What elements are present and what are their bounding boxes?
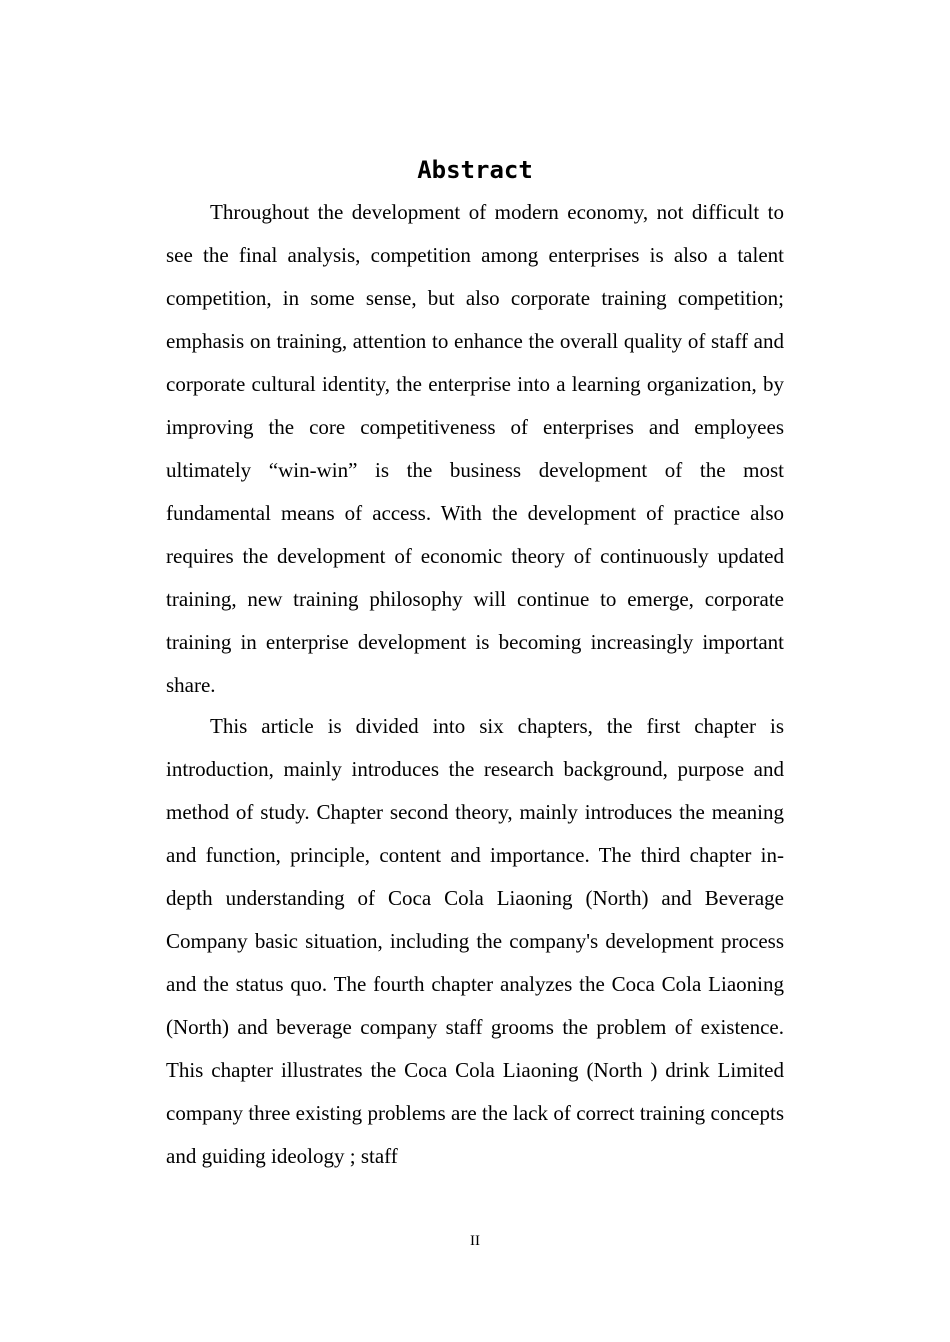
abstract-paragraph-1: Throughout the development of modern economy, not difficult to see the final analysis, competition among enterprises is also a talent competition, in some sense, but also corporate training competition; emphasis on training, attention to enhance the overall quality of staff and corporate cultural identity, the enterprise into a learning organization, by improving the core competitiveness of enterprises and employees ultimately “win-win” is the business development of the most fundamental means of access. With the development of practice also requires the development of economic theory of continuously updated training, new training philosophy will continue to emerge, corporate training in enterprise development is becoming increasingly important share. bbox=[166, 200, 784, 697]
abstract-paragraph-2: This article is divided into six chapters, the first chapter is introduction, mainly introduces the research background, purpose and method of study. Chapter second theory, mainly introduces the meaning and function, principle, content and importance. The third chapter in-depth understanding of Coca Cola Liaoning (North) and Beverage Company basic situation, including the company's development process and the status quo. The fourth chapter analyzes the Coca Cola Liaoning (North) and beverage company staff grooms the problem of existence. This chapter illustrates the Coca Cola Liaoning (North ) drink Limited company three existing problems are the lack of correct training concepts and guiding ideology ; staff bbox=[166, 714, 784, 1168]
abstract-body bbox=[166, 191, 784, 1178]
abstract-title: Abstract bbox=[417, 156, 533, 184]
page-number: II bbox=[470, 1233, 480, 1249]
